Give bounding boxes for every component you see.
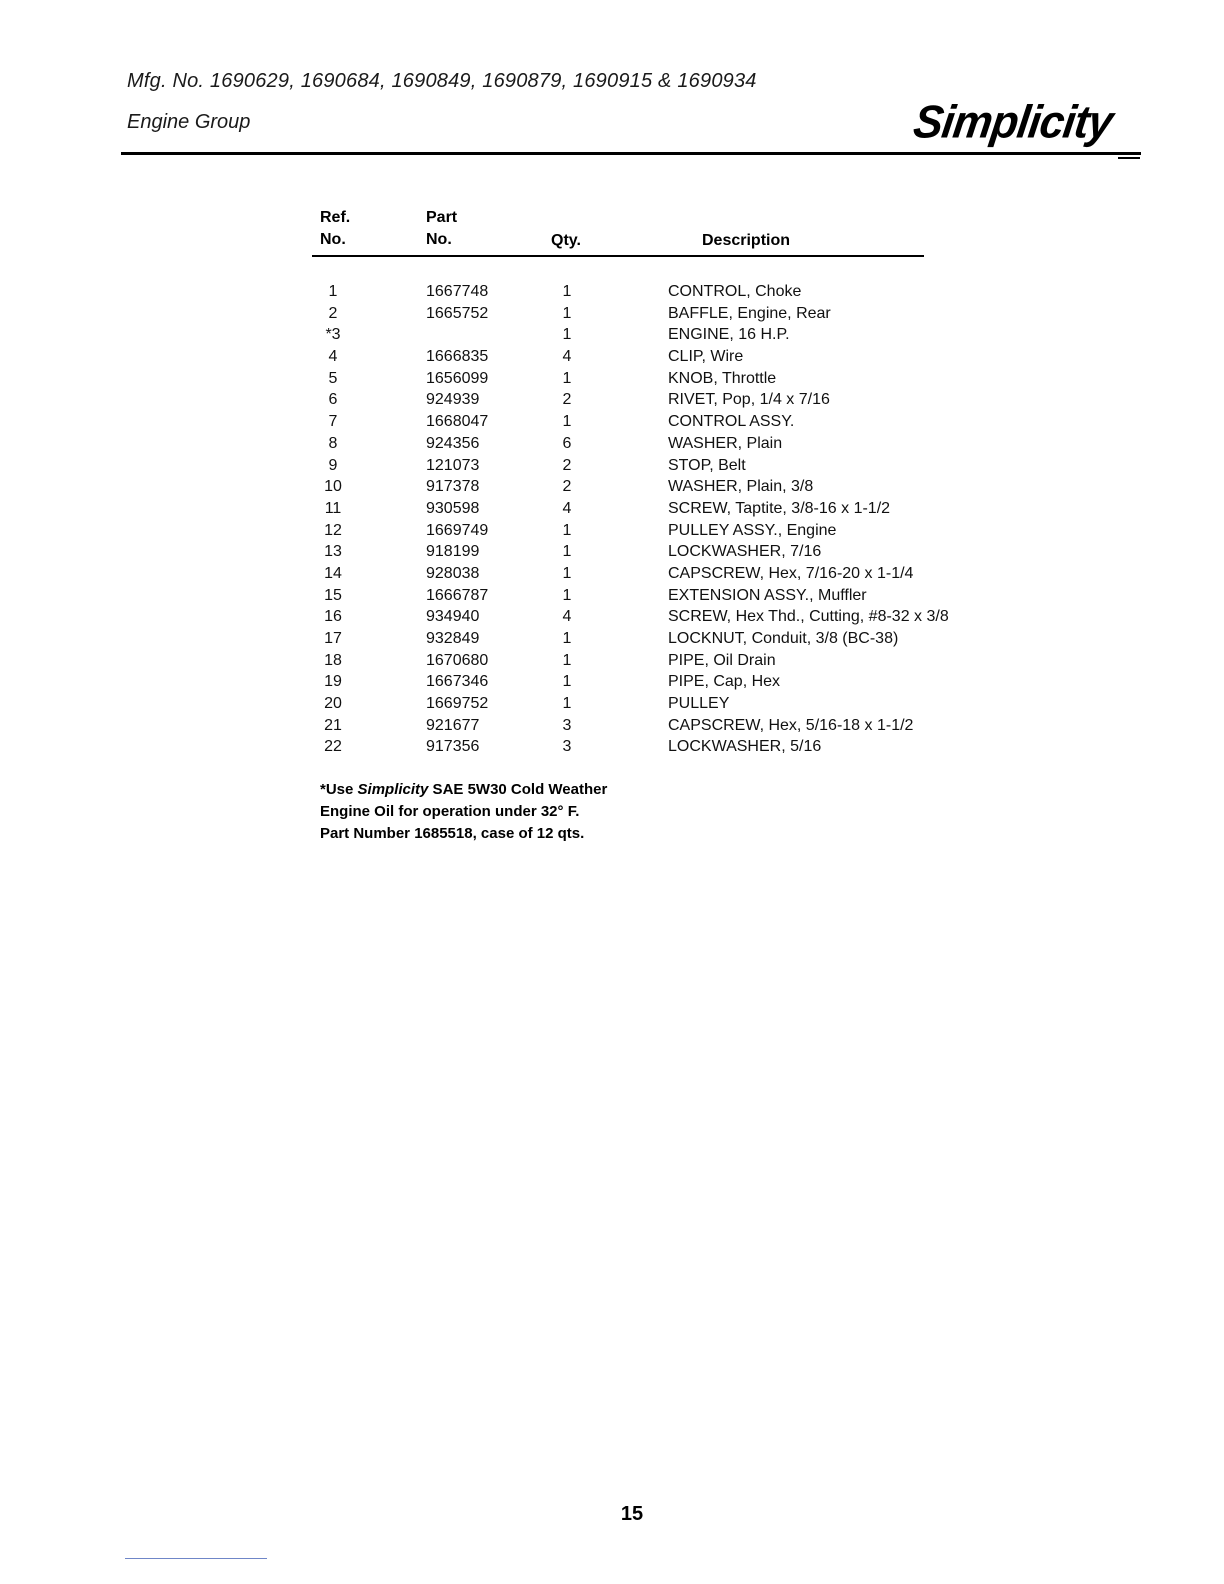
ref-cell: *3	[325, 326, 341, 344]
part-number-cell: 1667748	[426, 283, 489, 300]
table-row	[0, 608, 1224, 630]
part-number-cell: 932849	[426, 630, 480, 647]
description-cell: PIPE, Oil Drain	[668, 651, 776, 669]
qty-cell: 1	[562, 673, 572, 691]
qty-cell: 1	[562, 304, 572, 322]
table-row	[0, 522, 1224, 544]
part-number-cell: 1656099	[426, 369, 489, 387]
ref-cell: 9	[328, 456, 338, 474]
qty-cell: 4	[562, 499, 572, 517]
description-cell: RIVET, Pop, 1/4 x 7/16	[668, 391, 830, 409]
qty-cell: 2	[562, 456, 572, 474]
ref-cell: 11	[324, 499, 342, 517]
qty-cell: 1	[562, 564, 572, 582]
table-row	[0, 305, 1224, 327]
description-cell: LOCKWASHER, 5/16	[668, 738, 822, 756]
table-row	[0, 370, 1224, 392]
ref-cell: 13	[324, 543, 342, 561]
table-row	[0, 652, 1224, 674]
qty-cell: 3	[562, 716, 572, 734]
qty-cell: 2	[562, 391, 572, 409]
ref-cell: 8	[328, 434, 338, 452]
ref-cell: 4	[328, 348, 338, 366]
table-row	[0, 717, 1224, 739]
qty-cell: 4	[562, 348, 572, 366]
qty-cell: 1	[562, 630, 572, 647]
qty-cell: 1	[562, 283, 572, 300]
qty-cell: 1	[562, 413, 572, 431]
description-cell: PULLEY ASSY., Engine	[668, 521, 837, 539]
description-cell: CLIP, Wire	[668, 348, 744, 366]
col-header-qty: Qty.	[551, 232, 581, 249]
part-number-cell: 1669752	[426, 695, 489, 713]
part-number-cell: 928038	[426, 564, 480, 582]
qty-cell: 1	[562, 695, 572, 713]
part-number-cell: 1670680	[426, 651, 489, 669]
description-cell: CONTROL ASSY.	[668, 413, 795, 431]
ref-cell: 12	[324, 521, 342, 539]
col-header-description: Description	[702, 232, 791, 249]
table-row	[0, 695, 1224, 717]
ref-cell: 17	[324, 630, 342, 647]
col-header-ref-1: Ref.	[320, 209, 351, 226]
qty-cell: 1	[562, 521, 572, 539]
col-header-ref-2: No.	[320, 231, 346, 248]
qty-cell: 6	[562, 434, 572, 452]
ref-cell: 16	[324, 608, 342, 626]
ref-cell: 2	[328, 304, 338, 322]
qty-cell: 2	[562, 478, 572, 496]
part-number-cell: 924939	[426, 391, 480, 409]
ref-cell: 21	[324, 716, 342, 734]
part-number-cell: 917356	[426, 738, 480, 756]
qty-cell: 1	[562, 369, 572, 387]
section-title: Engine Group	[127, 111, 251, 133]
ref-cell: 6	[328, 391, 338, 409]
table-row	[0, 457, 1224, 479]
ref-cell: 5	[328, 369, 338, 387]
part-number-cell: 1669749	[426, 521, 489, 539]
qty-header-underline	[551, 256, 625, 257]
description-cell: WASHER, Plain, 3/8	[668, 478, 814, 496]
description-cell: CAPSCREW, Hex, 7/16-20 x 1-1/4	[668, 564, 914, 582]
qty-cell: 1	[562, 651, 572, 669]
ref-cell: 22	[324, 738, 342, 756]
qty-cell: 4	[562, 608, 572, 626]
description-cell: KNOB, Throttle	[668, 369, 777, 387]
footnote-line-2: Engine Oil for operation under 32° F.	[320, 803, 580, 820]
table-row	[0, 478, 1224, 500]
description-cell: ENGINE, 16 H.P.	[668, 326, 790, 344]
part-number-cell: 1667346	[426, 673, 489, 691]
ref-cell: 10	[324, 478, 342, 496]
description-cell: SCREW, Hex Thd., Cutting, #8-32 x 3/8	[668, 608, 949, 626]
ref-cell: 15	[324, 586, 342, 604]
description-cell: LOCKNUT, Conduit, 3/8 (BC-38)	[668, 630, 899, 647]
table-row	[0, 348, 1224, 370]
table-row	[0, 435, 1224, 457]
table-row	[0, 326, 1224, 348]
description-cell: STOP, Belt	[668, 456, 746, 474]
footnote-line-1-rest: SAE 5W30 Cold Weather	[428, 781, 608, 798]
header-rule-tail	[1118, 157, 1140, 159]
part-number-cell: 1666835	[426, 348, 489, 366]
qty-cell: 3	[562, 738, 572, 756]
part-number-cell: 918199	[426, 543, 480, 561]
header-rule	[121, 152, 1141, 155]
footnote-line-3: Part Number 1685518, case of 12 qts.	[320, 825, 585, 842]
footnote-prefix: *Use	[320, 781, 358, 798]
table-row	[0, 413, 1224, 435]
table-row	[0, 500, 1224, 522]
footnote	[320, 779, 607, 845]
table-row	[0, 283, 1224, 305]
description-cell: CAPSCREW, Hex, 5/16-18 x 1-1/2	[668, 716, 914, 734]
part-number-cell: 934940	[426, 608, 480, 626]
footnote-brand: Simplicity	[357, 781, 429, 798]
col-header-part-2: No.	[426, 231, 452, 248]
page-number: 15	[620, 1503, 644, 1525]
table-row	[0, 673, 1224, 695]
part-number-cell: 924356	[426, 434, 480, 452]
description-cell: WASHER, Plain	[668, 434, 783, 452]
part-number-cell: 121073	[426, 456, 480, 474]
table-row	[0, 738, 1224, 760]
footnote-line-1	[320, 779, 607, 801]
ref-cell: 18	[324, 651, 342, 669]
table-row	[0, 630, 1224, 652]
qty-cell: 1	[562, 326, 572, 344]
description-cell: PULLEY	[668, 695, 730, 713]
ref-cell: 20	[324, 695, 342, 713]
description-cell: PIPE, Cap, Hex	[668, 673, 781, 691]
qty-cell: 1	[562, 586, 572, 604]
mfg-number-line: Mfg. No. 1690629, 1690684, 1690849, 1690879, 1690915 & 1690934	[127, 70, 757, 92]
description-cell: CONTROL, Choke	[668, 283, 802, 300]
ref-cell: 19	[324, 673, 342, 691]
part-number-cell: 1666787	[426, 586, 489, 604]
table-row	[0, 543, 1224, 565]
description-cell: EXTENSION ASSY., Muffler	[668, 586, 867, 604]
part-number-cell: 917378	[426, 478, 480, 496]
description-cell: BAFFLE, Engine, Rear	[668, 304, 831, 322]
table-row	[0, 565, 1224, 587]
parts-table	[0, 283, 1224, 760]
qty-cell: 1	[562, 543, 572, 561]
table-row	[0, 587, 1224, 609]
ref-cell: 1	[328, 283, 338, 300]
footer-link-line	[125, 1558, 267, 1559]
description-cell: SCREW, Taptite, 3/8-16 x 1-1/2	[668, 499, 891, 517]
description-cell: LOCKWASHER, 7/16	[668, 543, 822, 561]
table-row	[0, 391, 1224, 413]
part-number-cell: 930598	[426, 499, 480, 517]
brand-logo: Simplicity	[910, 96, 1116, 149]
ref-cell: 14	[324, 564, 342, 582]
col-header-part-1: Part	[426, 209, 458, 226]
ref-cell: 7	[328, 413, 338, 431]
part-number-cell: 921677	[426, 716, 480, 734]
part-number-cell: 1665752	[426, 304, 489, 322]
part-number-cell: 1668047	[426, 413, 489, 431]
